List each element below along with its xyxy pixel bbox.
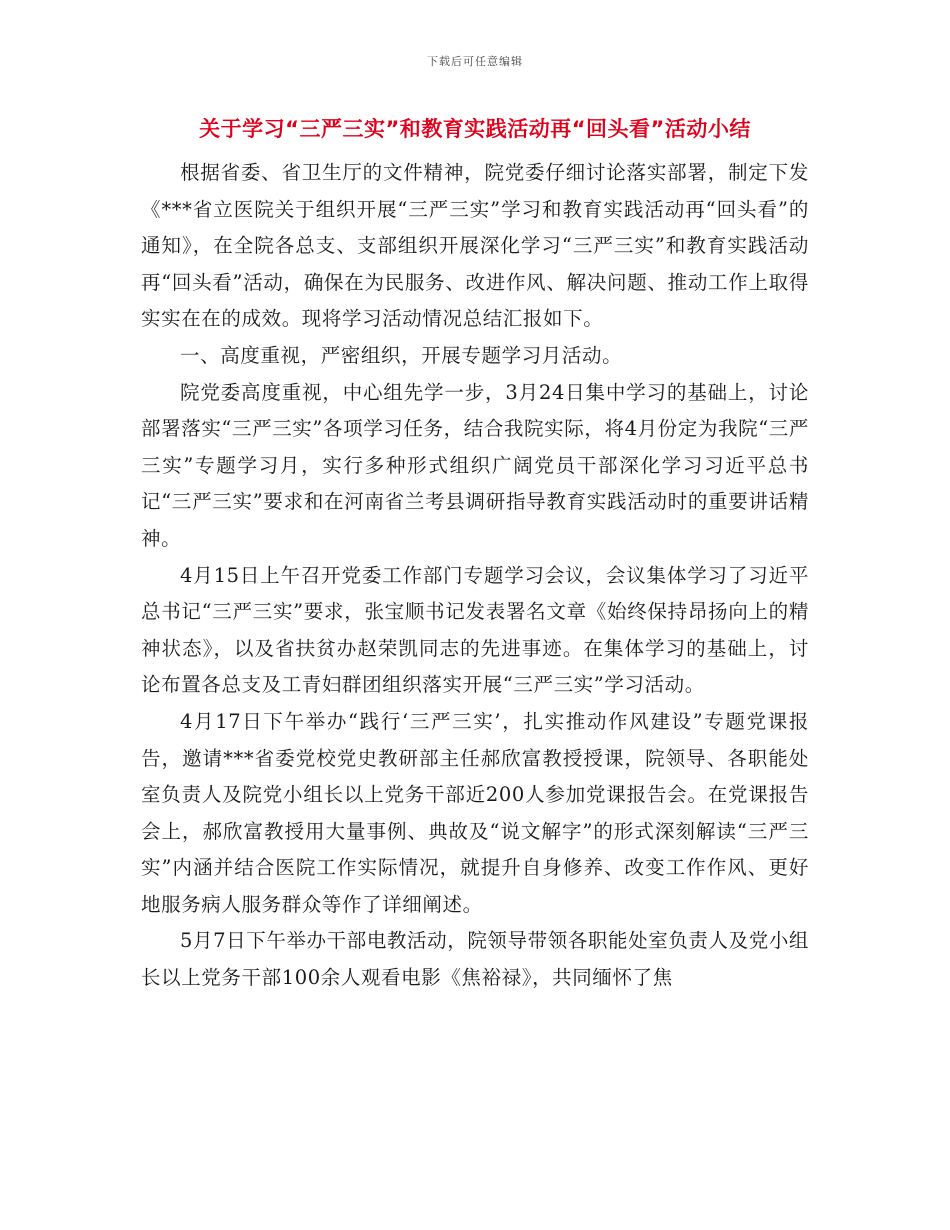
paragraph-april-17: 4月17日下午举办“践行‘三严三实’，扎实推动作风建设”专题党课报告，邀请***省委党校党史教研部主任郝欣富教授授课，院领导、各职能处室负责人及院党小组长以上党务干部近200人参加党课报告会。在党课报告会上，郝欣富教授用大量事例、典故及“说文解字”的形式深刻解读“三严三实”内涵并结合医院工作实际情况，就提升自身修养、改变工作作风、更好地服务病人服务群众等作了详细阐述。 — [141, 709, 809, 916]
document-title: 关于学习“三严三实”和教育实践活动再“回头看”活动小结 — [199, 117, 751, 141]
paragraph-intro: 根据省委、省卫生厅的文件精神，院党委仔细讨论落实部署，制定下发《***省立医院关于组织开展“三严三实”学习和教育实践活动再“回头看”的通知》，在全院各总支、支部组织开展深化学习“三严三实”和教育实践活动再“回头看”活动，确保在为民服务、改进作风、解决问题、推动工作上取得实实在在的成效。现将学习活动情况总结汇报如下。 — [141, 161, 809, 331]
section-heading-1: 一、高度重视，严密组织，开展专题学习月活动。 — [180, 343, 623, 367]
header-note: 下载后可任意编辑 — [427, 55, 523, 68]
paragraph-may-7: 5月7日下午举办干部电教活动，院领导带领各职能处室负责人及党小组长以上党务干部100余人观看电影《焦裕禄》，共同缅怀了焦 — [141, 929, 810, 990]
document-body — [141, 155, 809, 997]
paragraph-april-15: 4月15日上午召开党委工作部门专题学习会议，会议集体学习了习近平总书记“三严三实”要求，张宝顺书记发表署名文章《始终保持昂扬向上的精神状态》，以及省扶贫办赵荣凯同志的先进事迹。在集体学习的基础上，讨论布置各总支及工青妇群团组织落实开展“三严三实”学习活动。 — [141, 563, 809, 697]
paragraph-committee-study: 院党委高度重视，中心组先学一步，3月24日集中学习的基础上，讨论部署落实“三严三实”各项学习任务，结合我院实际，将4月份定为我院“三严三实”专题学习月，实行多种形式组织广阔党员干部深化学习习近平总书记“三严三实”要求和在河南省兰考县调研指导教育实践活动时的重要讲话精神。 — [141, 380, 809, 550]
